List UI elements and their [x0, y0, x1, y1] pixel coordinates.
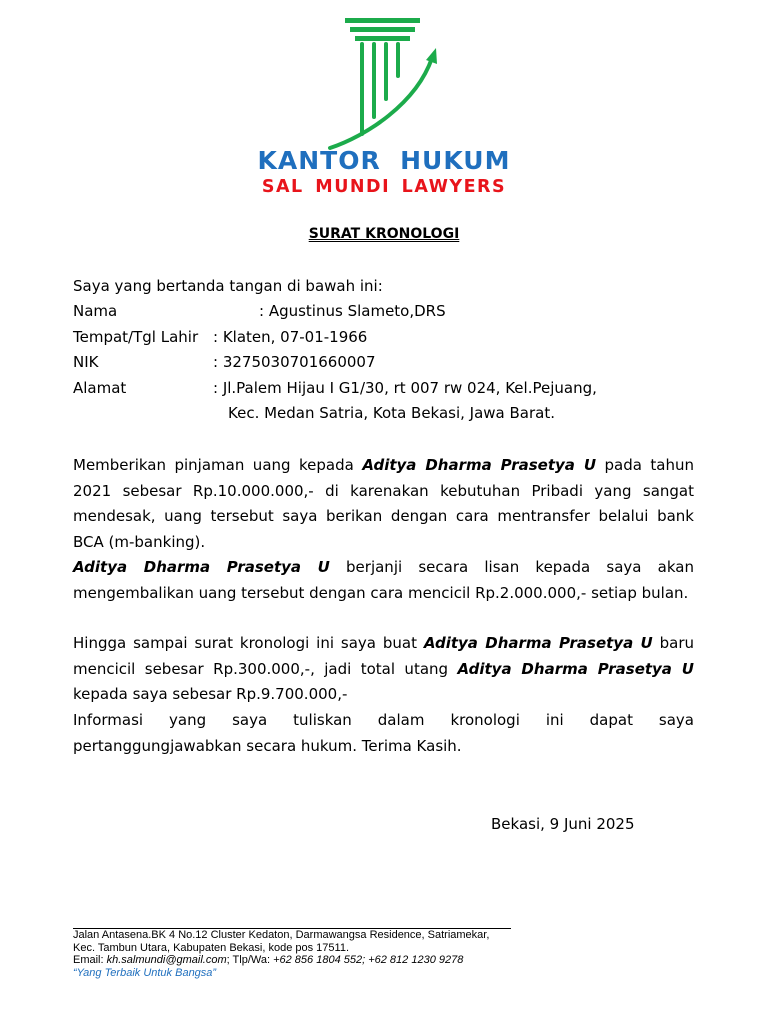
paragraph-closing: Informasi yang saya tuliskan dalam kronologi ini dapat saya pertanggungjawabkan secara hukum. Terima Kasih. [73, 711, 694, 755]
field-alamat-value: : Jl.Palem Hijau I G1/30, rt 007 rw 024, Kel.Pejuang, [213, 379, 597, 397]
paragraph-status-text-2: baru mencicil sebesar Rp.300.000,-, jadi total utang [73, 634, 694, 678]
footer-tagline: “Yang Terbaik Untuk Bangsa” [73, 966, 217, 979]
pillar-logo-icon [326, 14, 446, 154]
firm-name: KANTOR HUKUM [257, 146, 511, 175]
field-nik-value: : 3275030701660007 [213, 353, 376, 371]
debtor-name: Aditya Dharma Prasetya U [457, 659, 694, 678]
footer-email-label: Email: [73, 954, 107, 966]
footer-phone-label: ; Tlp/Wa: [226, 954, 274, 966]
letter-date: Bekasi, 9 Juni 2025 [491, 815, 635, 833]
field-ttl-label: Tempat/Tgl Lahir [73, 328, 199, 346]
field-nama-label: Nama [73, 302, 118, 320]
footer [73, 929, 489, 979]
paragraph-promise-text: berjanji secara lisan kepada saya akan mengembalikan uang tersebut dengan cara mencicil Rp.2.000.000,- setiap bulan. [73, 558, 694, 602]
debtor-name: Aditya Dharma Prasetya U [73, 558, 330, 576]
paragraph-loan-text-1: Memberikan pinjaman uang kepada [73, 456, 363, 474]
intro-line: Saya yang bertanda tangan di bawah ini: [73, 277, 383, 295]
footer-address-1: Jalan Antasena.BK 4 No.12 Cluster Kedaton, Darmawangsa Residence, Satriamekar, [73, 929, 490, 941]
footer-address-2: Kec. Tambun Utara, Kabupaten Bekasi, kode pos 17511. [73, 941, 349, 954]
paragraph-promise [73, 555, 694, 606]
paragraph-loan-text-2: pada tahun 2021 sebesar Rp.10.000.000,- di karenakan kebutuhan Pribadi yang sangat mendesak, uang tersebut saya berikan dengan cara mentransfer belalui bank BCA (m-banking). [73, 456, 694, 551]
paragraph-loan [73, 453, 694, 555]
paragraph-status-text-1: Hingga sampai surat kronologi ini saya buat [73, 634, 424, 652]
firm-logo [250, 14, 520, 204]
footer-phones: +62 856 1804 552; +62 812 1230 9278 [273, 954, 464, 966]
field-ttl-value: : Klaten, 07-01-1966 [213, 328, 368, 346]
firm-subtitle: SAL MUNDI LAWYERS [261, 177, 507, 197]
field-alamat-value-2: Kec. Medan Satria, Kota Bekasi, Jawa Barat. [228, 404, 556, 422]
paragraph-status-text-3: kepada saya sebesar Rp.9.700.000,- [73, 685, 348, 703]
field-nik-label: NIK [73, 353, 99, 371]
field-alamat-label: Alamat [73, 379, 127, 397]
debtor-name: Aditya Dharma Prasetya U [362, 456, 597, 474]
field-nama-value: : Agustinus Slameto,DRS [259, 302, 446, 320]
footer-contact [73, 954, 489, 967]
document-title: SURAT KRONOLOGI [308, 226, 460, 242]
debtor-name: Aditya Dharma Prasetya U [423, 634, 653, 652]
footer-email[interactable]: kh.salmundi@gmail.com [106, 954, 227, 966]
paragraph-status [73, 631, 694, 708]
